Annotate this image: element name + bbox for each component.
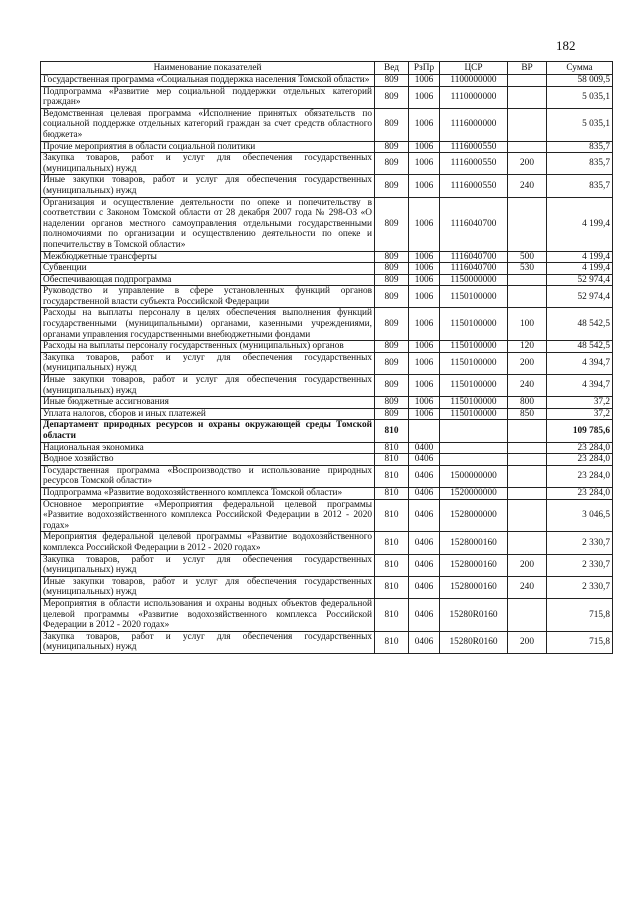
cell-sum: 5 035,1 bbox=[547, 108, 613, 141]
cell-vr: 530 bbox=[508, 263, 547, 275]
cell-sum: 4 199,4 bbox=[547, 251, 613, 263]
table-row bbox=[41, 108, 613, 141]
cell-csr: 1116040700 bbox=[440, 197, 508, 251]
cell-rzpr: 0406 bbox=[409, 499, 440, 532]
cell-csr: 1528000160 bbox=[440, 554, 508, 576]
cell-name: Закупка товаров, работ и услуг для обеспечения государственных (муниципальных) нужд bbox=[41, 352, 375, 374]
cell-rzpr bbox=[409, 420, 440, 442]
header-rzpr: РзПр bbox=[409, 62, 440, 75]
cell-rzpr: 1006 bbox=[409, 153, 440, 175]
cell-csr: 1150100000 bbox=[440, 352, 508, 374]
cell-csr: 1116040700 bbox=[440, 251, 508, 263]
table-row bbox=[41, 286, 613, 308]
table-row bbox=[41, 454, 613, 466]
cell-ved: 809 bbox=[375, 197, 409, 251]
cell-csr bbox=[440, 442, 508, 454]
cell-sum: 835,7 bbox=[547, 175, 613, 197]
cell-vr: 240 bbox=[508, 375, 547, 397]
cell-vr: 800 bbox=[508, 397, 547, 409]
cell-ved: 810 bbox=[375, 631, 409, 653]
table-row bbox=[41, 397, 613, 409]
cell-vr bbox=[508, 442, 547, 454]
table-row bbox=[41, 532, 613, 554]
cell-name: Национальная экономика bbox=[41, 442, 375, 454]
cell-sum: 2 330,7 bbox=[547, 576, 613, 598]
cell-vr: 200 bbox=[508, 554, 547, 576]
cell-sum: 4 199,4 bbox=[547, 263, 613, 275]
table-row bbox=[41, 263, 613, 275]
cell-ved: 810 bbox=[375, 442, 409, 454]
table-row bbox=[41, 576, 613, 598]
cell-name: Мероприятия в области использования и охраны водных объектов федеральной целевой программы «Развитие водохозяйственного комплекса Российской Федерации в 2012 - 2020 годах» bbox=[41, 598, 375, 631]
cell-ved: 809 bbox=[375, 141, 409, 153]
cell-rzpr: 1006 bbox=[409, 108, 440, 141]
cell-rzpr: 0406 bbox=[409, 631, 440, 653]
cell-csr: 1116000550 bbox=[440, 141, 508, 153]
cell-sum: 5 035,1 bbox=[547, 86, 613, 108]
cell-vr: 200 bbox=[508, 631, 547, 653]
cell-ved: 810 bbox=[375, 454, 409, 466]
cell-csr: 1116040700 bbox=[440, 263, 508, 275]
cell-rzpr: 0406 bbox=[409, 576, 440, 598]
table-row bbox=[41, 75, 613, 87]
cell-rzpr: 1006 bbox=[409, 408, 440, 420]
cell-vr bbox=[508, 598, 547, 631]
cell-sum: 23 284,0 bbox=[547, 442, 613, 454]
cell-vr bbox=[508, 465, 547, 487]
cell-ved: 809 bbox=[375, 251, 409, 263]
cell-vr: 240 bbox=[508, 576, 547, 598]
cell-ved: 809 bbox=[375, 375, 409, 397]
cell-csr: 1150100000 bbox=[440, 397, 508, 409]
cell-name: Расходы на выплаты персоналу в целях обеспечения выполнения функций государственными (муниципальными) органами, казенными учреждениями, органами управления государственными внебюджетными фондами bbox=[41, 308, 375, 341]
cell-sum: 3 046,5 bbox=[547, 499, 613, 532]
cell-vr bbox=[508, 75, 547, 87]
cell-csr: 1528000160 bbox=[440, 532, 508, 554]
cell-csr: 15280R0160 bbox=[440, 598, 508, 631]
cell-sum: 37,2 bbox=[547, 397, 613, 409]
cell-vr bbox=[508, 286, 547, 308]
cell-rzpr: 1006 bbox=[409, 175, 440, 197]
header-csr: ЦСР bbox=[440, 62, 508, 75]
table-row bbox=[41, 86, 613, 108]
cell-sum: 48 542,5 bbox=[547, 341, 613, 353]
cell-sum: 48 542,5 bbox=[547, 308, 613, 341]
cell-rzpr: 1006 bbox=[409, 286, 440, 308]
cell-name: Основное мероприятие «Мероприятия федеральной целевой программы «Развитие водохозяйственного комплекса Российской Федерации в 2012 - 2020 годах» bbox=[41, 499, 375, 532]
cell-csr: 1116000550 bbox=[440, 175, 508, 197]
cell-vr: 500 bbox=[508, 251, 547, 263]
cell-name: Департамент природных ресурсов и охраны окружающей среды Томской области bbox=[41, 420, 375, 442]
table-row bbox=[41, 554, 613, 576]
cell-name: Подпрограмма «Развитие водохозяйственного комплекса Томской области» bbox=[41, 487, 375, 499]
cell-ved: 810 bbox=[375, 532, 409, 554]
table-row bbox=[41, 251, 613, 263]
header-sum: Сумма bbox=[547, 62, 613, 75]
table-row bbox=[41, 487, 613, 499]
table-row bbox=[41, 408, 613, 420]
cell-name: Организация и осуществление деятельности по опеке и попечительству в соответствии с Законом Томской области от 28 декабря 2007 года № 298-ОЗ «О наделении органов местного самоуправления отдельными государственными полномочиями по организации и осуществлению деятельности по опеке и попечительству в Томской области» bbox=[41, 197, 375, 251]
cell-name: Иные закупки товаров, работ и услуг для обеспечения государственных (муниципальных) нужд bbox=[41, 375, 375, 397]
cell-sum: 835,7 bbox=[547, 141, 613, 153]
cell-rzpr: 1006 bbox=[409, 274, 440, 286]
table-row bbox=[41, 598, 613, 631]
cell-ved: 809 bbox=[375, 308, 409, 341]
cell-vr: 120 bbox=[508, 341, 547, 353]
cell-csr: 1150100000 bbox=[440, 375, 508, 397]
cell-csr: 1100000000 bbox=[440, 75, 508, 87]
table-row bbox=[41, 197, 613, 251]
table-row bbox=[41, 274, 613, 286]
cell-ved: 809 bbox=[375, 397, 409, 409]
cell-rzpr: 0406 bbox=[409, 487, 440, 499]
cell-name: Подпрограмма «Развитие мер социальной поддержки отдельных категорий граждан» bbox=[41, 86, 375, 108]
cell-sum: 52 974,4 bbox=[547, 274, 613, 286]
cell-name: Государственная программа «Воспроизводство и использование природных ресурсов Томской области» bbox=[41, 465, 375, 487]
cell-ved: 809 bbox=[375, 153, 409, 175]
cell-csr: 1528000000 bbox=[440, 499, 508, 532]
cell-name: Иные закупки товаров, работ и услуг для обеспечения государственных (муниципальных) нужд bbox=[41, 175, 375, 197]
cell-name: Ведомственная целевая программа «Исполнение принятых обязательств по социальной поддержке отдельных категорий граждан за счет средств областного бюджета» bbox=[41, 108, 375, 141]
cell-csr: 1116000000 bbox=[440, 108, 508, 141]
cell-vr bbox=[508, 454, 547, 466]
cell-rzpr: 0400 bbox=[409, 442, 440, 454]
cell-csr bbox=[440, 454, 508, 466]
cell-vr bbox=[508, 420, 547, 442]
cell-rzpr: 0406 bbox=[409, 465, 440, 487]
cell-name: Водное хозяйство bbox=[41, 454, 375, 466]
table-row bbox=[41, 420, 613, 442]
cell-csr: 1110000000 bbox=[440, 86, 508, 108]
cell-rzpr: 1006 bbox=[409, 397, 440, 409]
table-header-row bbox=[41, 62, 613, 75]
table-row bbox=[41, 499, 613, 532]
cell-vr: 850 bbox=[508, 408, 547, 420]
cell-sum: 52 974,4 bbox=[547, 286, 613, 308]
cell-sum: 2 330,7 bbox=[547, 532, 613, 554]
cell-name: Закупка товаров, работ и услуг для обеспечения государственных (муниципальных) нужд bbox=[41, 554, 375, 576]
cell-name: Закупка товаров, работ и услуг для обеспечения государственных (муниципальных) нужд bbox=[41, 153, 375, 175]
cell-vr: 240 bbox=[508, 175, 547, 197]
cell-name: Расходы на выплаты персоналу государственных (муниципальных) органов bbox=[41, 341, 375, 353]
cell-name: Мероприятия федеральной целевой программы «Развитие водохозяйственного комплекса Российской Федерации в 2012 - 2020 годах» bbox=[41, 532, 375, 554]
cell-csr: 1150000000 bbox=[440, 274, 508, 286]
cell-vr bbox=[508, 108, 547, 141]
cell-sum: 835,7 bbox=[547, 153, 613, 175]
cell-csr: 1528000160 bbox=[440, 576, 508, 598]
cell-ved: 809 bbox=[375, 108, 409, 141]
cell-ved: 810 bbox=[375, 465, 409, 487]
cell-vr: 200 bbox=[508, 153, 547, 175]
cell-ved: 809 bbox=[375, 274, 409, 286]
cell-rzpr: 1006 bbox=[409, 251, 440, 263]
cell-ved: 809 bbox=[375, 263, 409, 275]
cell-sum: 2 330,7 bbox=[547, 554, 613, 576]
cell-sum: 37,2 bbox=[547, 408, 613, 420]
cell-rzpr: 1006 bbox=[409, 75, 440, 87]
table-row bbox=[41, 341, 613, 353]
cell-name: Руководство и управление в сфере установленных функций органов государственной власти субъекта Российской Федерации bbox=[41, 286, 375, 308]
cell-ved: 810 bbox=[375, 598, 409, 631]
cell-csr: 1116000550 bbox=[440, 153, 508, 175]
cell-name: Межбюджетные трансферты bbox=[41, 251, 375, 263]
cell-sum: 4 394,7 bbox=[547, 375, 613, 397]
cell-name: Уплата налогов, сборов и иных платежей bbox=[41, 408, 375, 420]
cell-ved: 810 bbox=[375, 576, 409, 598]
cell-ved: 810 bbox=[375, 487, 409, 499]
header-name: Наименование показателей bbox=[41, 62, 375, 75]
cell-csr: 1150100000 bbox=[440, 286, 508, 308]
table-row bbox=[41, 141, 613, 153]
cell-rzpr: 0406 bbox=[409, 454, 440, 466]
cell-vr bbox=[508, 86, 547, 108]
cell-sum: 4 199,4 bbox=[547, 197, 613, 251]
cell-name: Иные бюджетные ассигнования bbox=[41, 397, 375, 409]
cell-sum: 4 394,7 bbox=[547, 352, 613, 374]
cell-name: Иные закупки товаров, работ и услуг для обеспечения государственных (муниципальных) нужд bbox=[41, 576, 375, 598]
cell-rzpr: 1006 bbox=[409, 352, 440, 374]
cell-name: Обеспечивающая подпрограмма bbox=[41, 274, 375, 286]
cell-vr bbox=[508, 197, 547, 251]
cell-sum: 23 284,0 bbox=[547, 454, 613, 466]
cell-name: Субвенции bbox=[41, 263, 375, 275]
header-ved: Вед bbox=[375, 62, 409, 75]
cell-vr: 100 bbox=[508, 308, 547, 341]
cell-ved: 809 bbox=[375, 175, 409, 197]
cell-name: Прочие мероприятия в области социальной политики bbox=[41, 141, 375, 153]
cell-csr: 15280R0160 bbox=[440, 631, 508, 653]
cell-vr bbox=[508, 499, 547, 532]
cell-rzpr: 1006 bbox=[409, 197, 440, 251]
cell-rzpr: 0406 bbox=[409, 598, 440, 631]
cell-ved: 810 bbox=[375, 554, 409, 576]
cell-rzpr: 1006 bbox=[409, 341, 440, 353]
table-row bbox=[41, 352, 613, 374]
cell-rzpr: 0406 bbox=[409, 532, 440, 554]
cell-ved: 809 bbox=[375, 352, 409, 374]
cell-sum: 715,8 bbox=[547, 631, 613, 653]
cell-vr bbox=[508, 141, 547, 153]
table-row bbox=[41, 631, 613, 653]
cell-ved: 809 bbox=[375, 86, 409, 108]
cell-csr bbox=[440, 420, 508, 442]
cell-sum: 715,8 bbox=[547, 598, 613, 631]
cell-name: Закупка товаров, работ и услуг для обеспечения государственных (муниципальных) нужд bbox=[41, 631, 375, 653]
cell-csr: 1150100000 bbox=[440, 341, 508, 353]
cell-sum: 23 284,0 bbox=[547, 465, 613, 487]
table-row bbox=[41, 175, 613, 197]
cell-rzpr: 1006 bbox=[409, 375, 440, 397]
cell-sum: 23 284,0 bbox=[547, 487, 613, 499]
cell-ved: 809 bbox=[375, 341, 409, 353]
cell-vr bbox=[508, 487, 547, 499]
cell-vr bbox=[508, 532, 547, 554]
cell-ved: 810 bbox=[375, 420, 409, 442]
cell-csr: 1150100000 bbox=[440, 308, 508, 341]
cell-rzpr: 1006 bbox=[409, 263, 440, 275]
cell-csr: 1520000000 bbox=[440, 487, 508, 499]
page-number: 182 bbox=[556, 38, 576, 53]
cell-ved: 810 bbox=[375, 499, 409, 532]
cell-rzpr: 0406 bbox=[409, 554, 440, 576]
table-row bbox=[41, 465, 613, 487]
cell-rzpr: 1006 bbox=[409, 86, 440, 108]
cell-rzpr: 1006 bbox=[409, 308, 440, 341]
budget-table bbox=[40, 61, 613, 654]
cell-rzpr: 1006 bbox=[409, 141, 440, 153]
table-row bbox=[41, 375, 613, 397]
table-row bbox=[41, 153, 613, 175]
cell-ved: 809 bbox=[375, 286, 409, 308]
table-row bbox=[41, 442, 613, 454]
cell-vr: 200 bbox=[508, 352, 547, 374]
header-vr: ВР bbox=[508, 62, 547, 75]
cell-vr bbox=[508, 274, 547, 286]
cell-csr: 1150100000 bbox=[440, 408, 508, 420]
cell-name: Государственная программа «Социальная поддержка населения Томской области» bbox=[41, 75, 375, 87]
cell-ved: 809 bbox=[375, 75, 409, 87]
table-row bbox=[41, 308, 613, 341]
cell-ved: 809 bbox=[375, 408, 409, 420]
cell-sum: 109 785,6 bbox=[547, 420, 613, 442]
cell-csr: 1500000000 bbox=[440, 465, 508, 487]
table-body bbox=[41, 75, 613, 654]
cell-sum: 58 009,5 bbox=[547, 75, 613, 87]
